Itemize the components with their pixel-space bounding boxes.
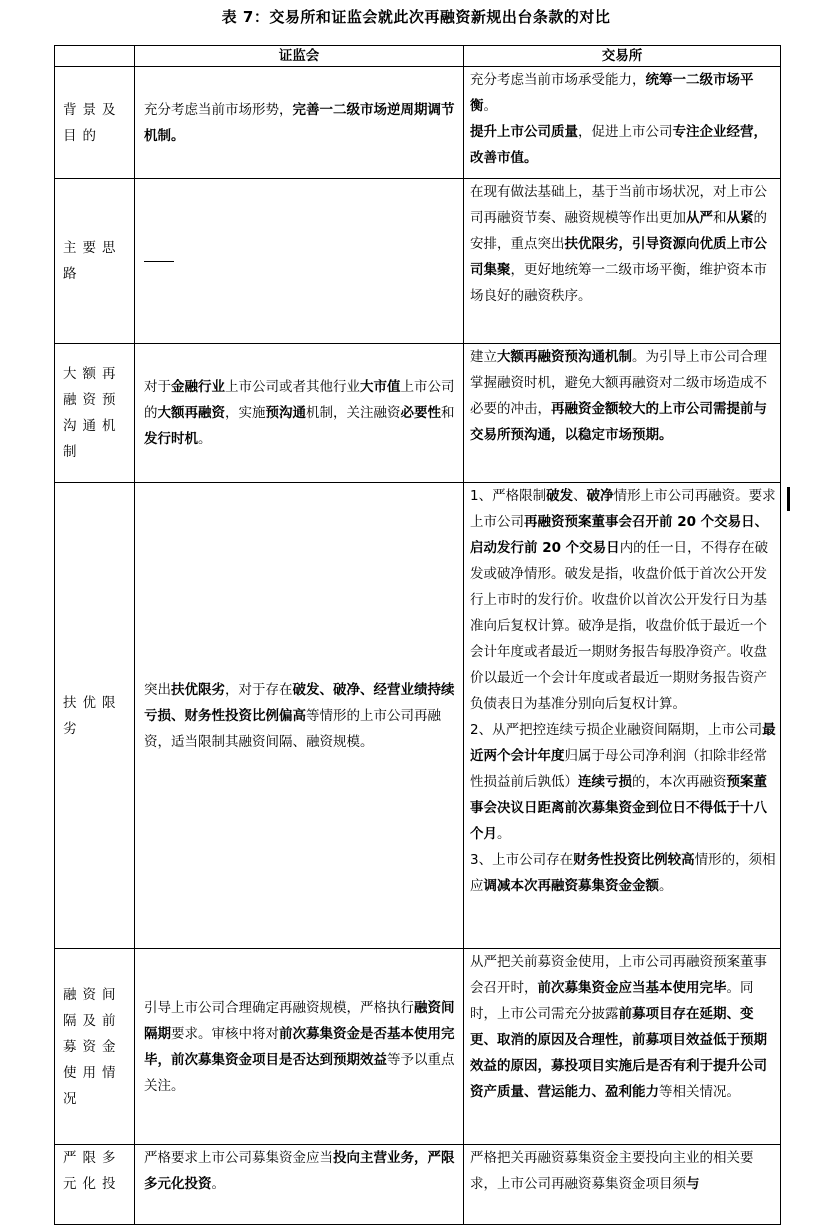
- table-header-row: [55, 46, 781, 67]
- table-row: [55, 483, 781, 949]
- text-run: 和: [713, 210, 727, 226]
- bold-text: 前次募集资金应当基本使用完毕: [537, 980, 727, 996]
- text-run: 建立: [470, 349, 497, 365]
- bold-text: 提升上市公司质量: [470, 124, 578, 140]
- margin-marker: [787, 487, 790, 511]
- bold-text: 投向主营业务，严限多元化投资: [144, 1150, 455, 1192]
- bold-text: 再融资预案董事会召开前 20 个交易日、启动发行前 20 个交易日: [470, 514, 769, 556]
- bold-text: 必要性: [400, 405, 441, 421]
- text-run: 。: [483, 98, 497, 114]
- text-run: 。为引导上市公司合理掌握融资时机，避免大额再融资对二级市场造成不必要的冲击，: [470, 349, 767, 417]
- row-label: 大额再融资预沟通机制: [55, 344, 135, 483]
- table-row: [55, 344, 781, 483]
- regulator-cell: [135, 179, 464, 344]
- row-label: 严限多元化投: [55, 1145, 135, 1225]
- text-run: 。同时，上市公司需充分披露: [470, 980, 754, 1022]
- row-label: 背景及目的: [55, 67, 135, 179]
- bold-text: 连续亏损: [578, 774, 632, 790]
- text-run: 对于: [144, 379, 171, 395]
- text-run: 。: [659, 878, 673, 894]
- bold-text: 再融资金额较大的上市公司需提前与交易所预沟通，以稳定市场预期。: [470, 401, 767, 443]
- text-run: 严格要求上市公司募集资金应当: [144, 1150, 333, 1166]
- bold-text: 破发、破净、经营业绩持续亏损、财务性投资比例偏高: [144, 681, 455, 724]
- text-run: 上市公司的: [144, 379, 455, 421]
- text-run: 等情形的上市公司再融资，适当限制其融资间隔、融资规模。: [144, 707, 441, 750]
- text-run: 充分考虑当前市场承受能力，: [470, 72, 646, 88]
- bold-text: 统筹一二级市场平衡: [470, 72, 754, 114]
- exchange-cell: [464, 179, 781, 344]
- header-regulator: 证监会: [135, 46, 464, 67]
- comparison-table: [54, 45, 781, 1225]
- bold-text: 破净: [586, 488, 614, 504]
- regulator-cell: [135, 1145, 464, 1225]
- table-row: [55, 67, 781, 179]
- text-run: 3、上市公司存在: [470, 852, 574, 868]
- bold-text: 从严: [686, 210, 713, 226]
- bold-text: 大额再融资预沟通机制: [497, 349, 632, 365]
- text-run: 机制，关注融资: [306, 405, 401, 421]
- empty-dash: [144, 261, 174, 262]
- regulator-cell: [135, 949, 464, 1145]
- bold-text: 大市值: [360, 379, 401, 395]
- bold-text: 最近两个会计年度: [470, 722, 776, 764]
- text-run: 要求。审核中将对: [171, 1025, 279, 1042]
- text-run: 。: [198, 431, 212, 447]
- text-run: 严格把关再融资募集资金主要投向主业的相关要求，上市公司再融资募集资金项目须: [470, 1150, 754, 1192]
- text-run: 等予以重点关注。: [144, 1051, 455, 1094]
- table-row: [55, 179, 781, 344]
- table-title: 表 7：交易所和证监会就此次再融资新规出台条款的对比: [221, 8, 611, 26]
- bold-text: 与: [686, 1176, 700, 1192]
- row-label: 扶优限劣: [55, 483, 135, 949]
- text-run: 充分考虑当前市场形势，: [144, 101, 293, 118]
- bold-text: 大额再融资: [157, 405, 225, 421]
- bold-text: 前次募集资金是否基本使用完毕，前次募集资金项目是否达到预期效益: [144, 1025, 455, 1068]
- bold-text: 发行时机: [144, 431, 198, 447]
- text-run: 情形上市公司再融资。要求上市公司: [470, 488, 776, 530]
- header-exchange: 交易所: [464, 46, 781, 67]
- text-run: 引导上市公司合理确定再融资规模，严格执行: [144, 999, 414, 1016]
- exchange-cell: [464, 483, 781, 949]
- exchange-cell: [464, 1145, 781, 1225]
- exchange-cell: [464, 344, 781, 483]
- text-run: 的，本次再融资: [632, 774, 727, 790]
- text-run: 。: [211, 1176, 225, 1192]
- text-run: 归属于母公司净利润（扣除非经常性损益前后孰低）: [470, 748, 767, 790]
- text-run: ，对于存在: [225, 681, 293, 698]
- table-row: [55, 1145, 781, 1225]
- header-blank: [55, 46, 135, 67]
- bold-text: 从紧: [726, 210, 754, 226]
- text-run: 2、从严把控连续亏损企业融资间隔期，上市公司: [470, 722, 763, 738]
- bold-text: 扶优限劣，引导资源向优质上市公司集聚: [470, 236, 767, 278]
- text-run: 、: [573, 488, 587, 504]
- text-run: 等相关情况。: [659, 1084, 740, 1100]
- bold-text: 专注企业经营，改善市值。: [470, 124, 767, 166]
- bold-text: 完善一二级市场逆周期调节机制。: [144, 101, 455, 144]
- row-label: 融资间隔及前募资金使用情况: [55, 949, 135, 1145]
- exchange-cell: [464, 67, 781, 179]
- text-run: 的安排，重点突出: [470, 210, 767, 252]
- text-run: 。: [497, 826, 511, 842]
- regulator-cell: [135, 67, 464, 179]
- bold-text: 金融行业: [171, 379, 225, 395]
- bold-text: 融资间隔期: [144, 999, 455, 1042]
- text-run: 内的任一日，不得存在破发或破净情形。破发是指，收盘价低于首次公开发行上市时的发行价。收盘价以首次公开发行日为基准向后复权计算。破净是指，收盘价低于最近一个会计年度或者最近一期财务报告每股净资产。收盘价以最近一个会计年度或者最近一期财务报告资产负债表日为基准分别向后复权计算。: [470, 540, 769, 712]
- bold-text: 扶优限劣: [171, 681, 225, 698]
- bold-text: 财务性投资比例较高: [573, 852, 695, 868]
- row-label: 主要思路: [55, 179, 135, 344]
- text-run: ，实施: [225, 405, 266, 421]
- text-run: ，更好地统筹一二级市场平衡，维护资本市场良好的融资秩序。: [470, 262, 767, 304]
- regulator-cell: [135, 344, 464, 483]
- bold-text: 调减本次再融资募集资金金额: [483, 878, 659, 894]
- text-run: 和: [441, 405, 455, 421]
- text-run: 情形的，须相应: [470, 852, 776, 894]
- bold-text: 预沟通: [265, 405, 306, 421]
- text-run: 1、严格限制: [470, 488, 547, 504]
- table-row: [55, 949, 781, 1145]
- bold-text: 前募项目存在延期、变更、取消的原因及合理性，前募项目效益低于预期效益的原因，募投项目实施后是否有利于提升公司资产质量、营运能力、盈利能力: [470, 1006, 767, 1100]
- text-run: 上市公司或者其他行业: [225, 379, 360, 395]
- text-run: ，促进上市公司: [578, 124, 673, 140]
- bold-text: 预案董事会决议日距离前次募集资金到位日不得低于十八个月: [470, 774, 767, 842]
- bold-text: 破发: [546, 488, 574, 504]
- exchange-cell: [464, 949, 781, 1145]
- regulator-cell: [135, 483, 464, 949]
- text-run: 突出: [144, 681, 171, 698]
- text-run: 从严把关前募资金使用，上市公司再融资预案董事会召开时，: [470, 954, 767, 996]
- text-run: 在现有做法基础上，基于当前市场状况，对上市公司再融资节奏、融资规模等作出更加: [470, 184, 767, 226]
